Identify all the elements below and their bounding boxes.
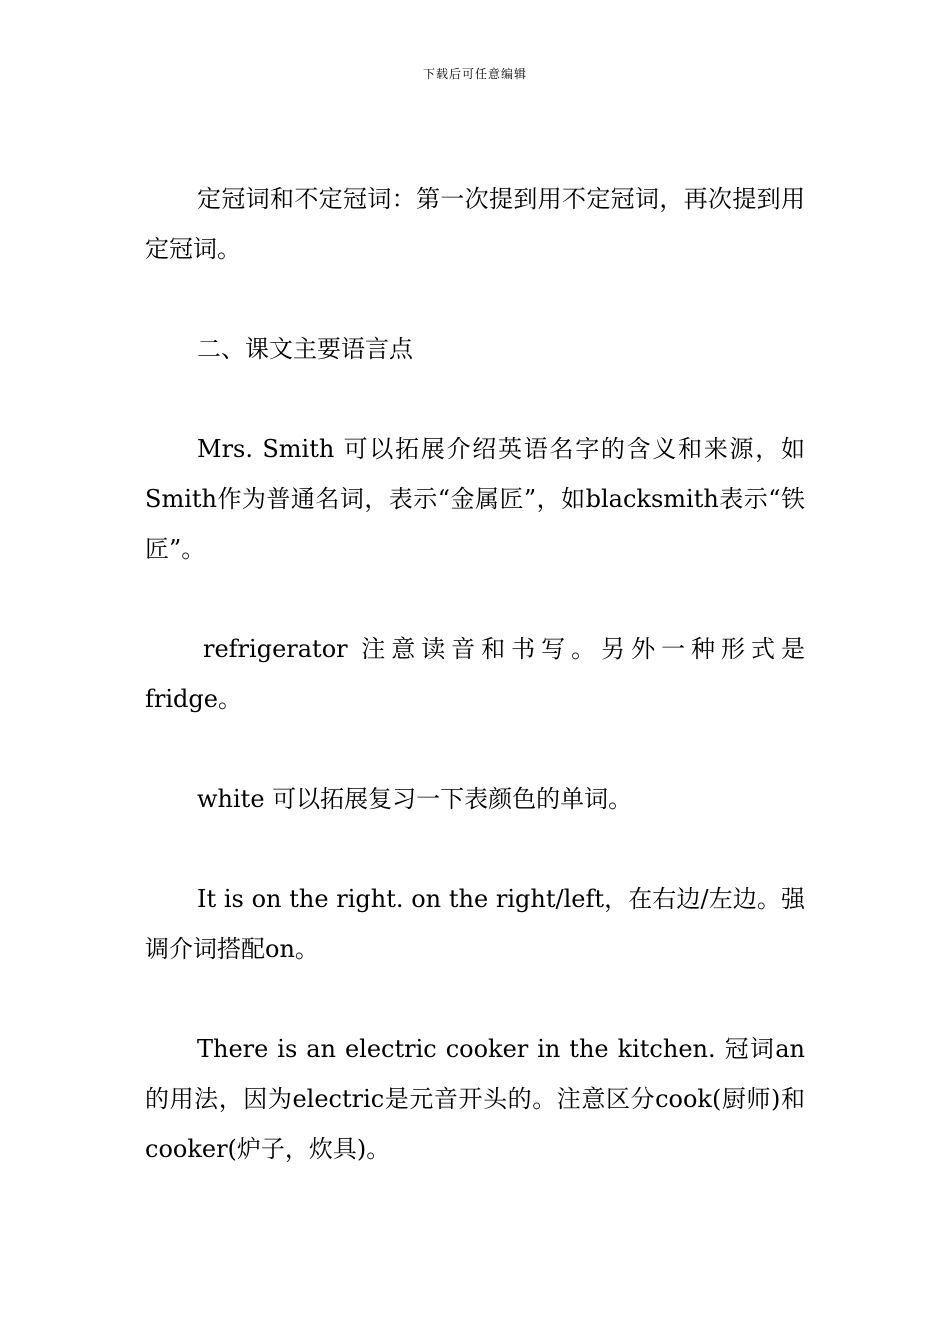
- paragraph-on-the-right: It is on the right. on the right/left，在右边/左边。强调介词搭配on。: [145, 885, 805, 963]
- paragraph-refrigerator: refrigerator 注意读音和书写。另外一种形式是fridge。: [145, 635, 805, 713]
- paragraph-articles: 定冠词和不定冠词：第一次提到用不定冠词，再次提到用定冠词。: [145, 185, 805, 263]
- section-heading: 二、课文主要语言点: [197, 335, 413, 363]
- paragraph-white: white 可以拓展复习一下表颜色的单词。: [197, 785, 633, 813]
- paragraph-electric-cooker: There is an electric cooker in the kitchen. 冠词an的用法，因为electric是元音开头的。注意区分cook(厨师)和cooker(炉子，炊具)。: [145, 1035, 805, 1163]
- paragraph-mrs-smith: Mrs. Smith 可以拓展介绍英语名字的含义和来源，如Smith作为普通名词，表示“金属匠”，如blacksmith表示“铁匠”。: [145, 435, 805, 563]
- page-header: 下载后可任意编辑: [422, 67, 527, 81]
